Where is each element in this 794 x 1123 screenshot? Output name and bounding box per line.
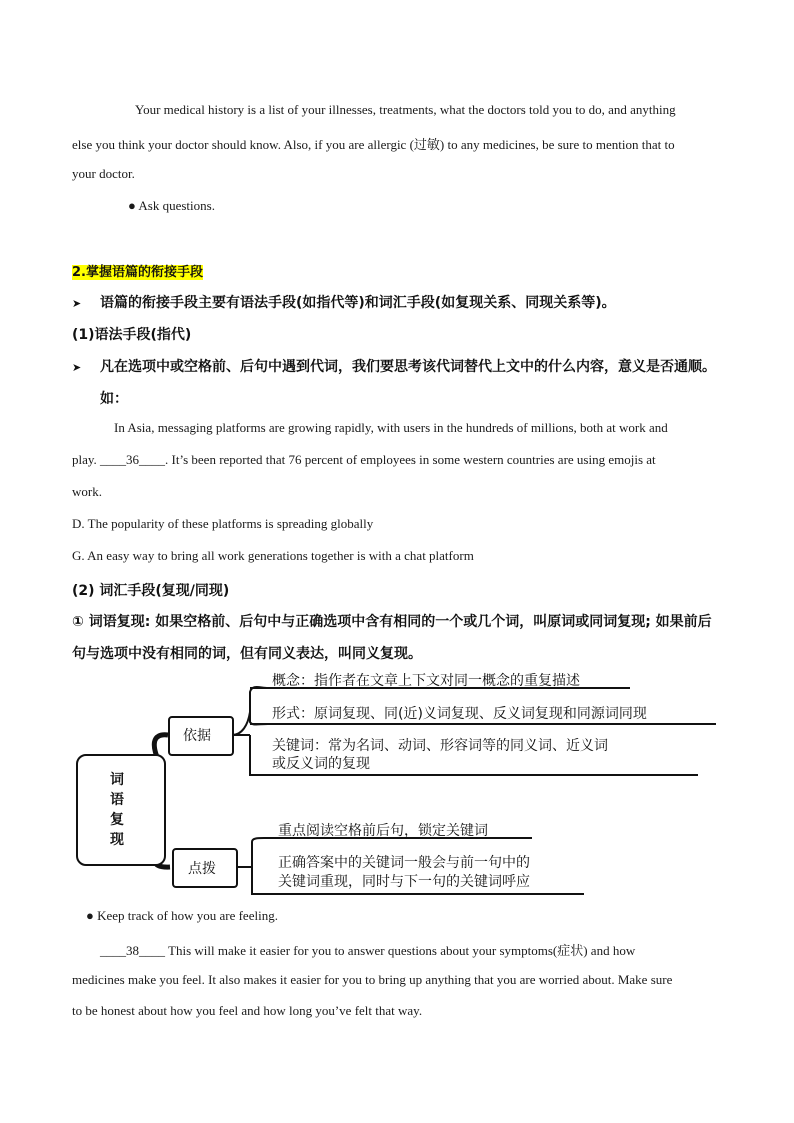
paragraph-38-line2: medicines make you feel. It also makes it easier for you to bring up anything that you are worried about. Make sure <box>72 972 673 987</box>
paragraph-medical-history-line2: else you think your doctor should know. Also, if you are allergic (过敏) to any medicines, be sure to mention that to <box>72 137 675 152</box>
bullet-ask-questions: ● Ask questions. <box>128 198 215 213</box>
subheading-lexical-means: (2) 词汇手段(复现/同现) <box>72 583 230 599</box>
paragraph-38-line3: to be honest about how you feel and how long you’ve felt that way. <box>72 1003 423 1018</box>
mind-map-basis-keyword-line1: 关键词：常为名词、动词、形容词等的同义词、近义词 <box>272 738 608 754</box>
mind-map-basis-form: 形式：原词复现、同(近)义词复现、反义词复现和同源词同现 <box>272 706 647 722</box>
example-label: 如： <box>100 391 128 407</box>
subheading-grammar-means: (1)语法手段(指代) <box>72 327 192 343</box>
example-line1: In Asia, messaging platforms are growing rapidly, with users in the hundreds of millions, both at work and <box>114 420 668 435</box>
option-g: G. An easy way to bring all work generations together is with a chat platform <box>72 548 474 563</box>
example-line2: play. ____36____. It’s been reported that 76 percent of employees in some western countries are using emojis at <box>72 452 656 467</box>
mind-map-tips-item2-line2: 关键词重现，同时与下一句的关键词呼应 <box>278 874 530 890</box>
point-pronoun: ➤ 凡在选项中或空格前、后句中遇到代词，我们要思考该代词替代上文中的什么内容，意义是否通顺。 <box>72 359 716 375</box>
mind-map-root-label: 词 语 复 现 <box>110 772 124 848</box>
lexical-recurrence-line2: 句与选项中没有相同的词，但有同义表达，叫同义复现。 <box>72 646 422 662</box>
paragraph-medical-history-line3: your doctor. <box>72 166 135 181</box>
paragraph-medical-history-line1: Your medical history is a list of your illnesses, treatments, what the doctors told you to do, and anything <box>135 102 676 117</box>
section-title: 2.掌握语篇的衔接手段 <box>72 265 203 280</box>
point-cohesion-means: ➤ 语篇的衔接手段主要有语法手段(如指代等)和词汇手段(如复现关系、同现关系等)。 <box>72 295 616 311</box>
bullet-keep-track: ● Keep track of how you are feeling. <box>86 908 278 923</box>
option-d: D. The popularity of these platforms is spreading globally <box>72 516 374 531</box>
arrow-bullet-icon: ➤ <box>72 361 82 374</box>
arrow-bullet-icon: ➤ <box>72 297 82 310</box>
lexical-recurrence-line1: ① 词语复现: 如果空格前、后句中与正确选项中含有相同的一个或几个词，叫原词或同词复现; 如果前后 <box>72 614 712 630</box>
mind-map-tips-item1: 重点阅读空格前后句，锁定关键词 <box>278 823 488 839</box>
paragraph-38-line1: ____38____ This will make it easier for you to answer questions about your symptoms(症状) and how <box>100 943 636 958</box>
mind-map-branch-basis-label: 依据 <box>183 728 211 744</box>
mind-map-tips-item2-line1: 正确答案中的关键词一般会与前一句中的 <box>278 855 530 871</box>
mind-map-branch-tips-label: 点拨 <box>188 861 216 877</box>
mind-map-basis-keyword-line2: 或反义词的复现 <box>272 756 370 772</box>
example-line3: work. <box>72 484 102 499</box>
mind-map-basis-concept: 概念：指作者在文章上下文对同一概念的重复描述 <box>272 673 580 689</box>
